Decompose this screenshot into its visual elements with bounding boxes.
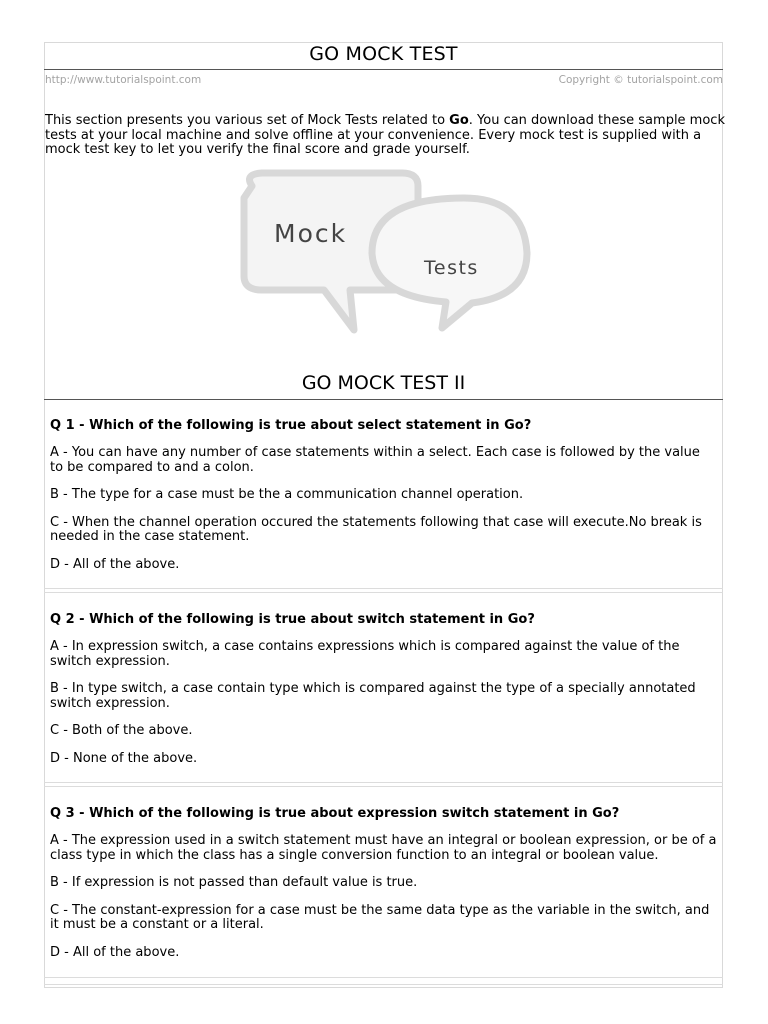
option-c: C - Both of the above.	[50, 723, 193, 738]
copyright-notice: Copyright © tutorialspoint.com	[558, 74, 723, 86]
question-divider	[44, 782, 723, 787]
intro-paragraph	[45, 114, 725, 158]
option-b: B - The type for a case must be the a communication channel operation.	[50, 487, 524, 502]
site-url[interactable]: http://www.tutorialspoint.com	[45, 74, 202, 86]
mock-tests-logo	[232, 168, 532, 338]
question-text: Q 2 - Which of the following is true about switch statement in Go?	[50, 612, 535, 627]
question-divider	[44, 977, 723, 985]
section-title: GO MOCK TEST II	[301, 372, 466, 394]
question-block-3	[44, 806, 723, 973]
option-a: A - In expression switch, a case contains expressions which is compared against the value of the switch expression.	[50, 639, 680, 669]
option-d: D - None of the above.	[50, 750, 198, 766]
option-a: A - The expression used in a switch statement must have an integral or boolean expression, or be of a class type in which the class has a single conversion function to an integral or boolean value.	[50, 833, 717, 863]
option-a: A - You can have any number of case statements within a select. Each case is followed by the value to be compared to and a colon.	[50, 445, 700, 475]
page-title: GO MOCK TEST	[309, 43, 458, 65]
logo-word-tests: Tests	[424, 257, 479, 279]
logo-word-mock: Mock	[274, 219, 348, 248]
question-divider	[44, 588, 723, 593]
question-block-1	[44, 418, 723, 585]
option-d: D - All of the above.	[50, 556, 180, 572]
question-text: Q 3 - Which of the following is true about expression switch statement in Go?	[50, 806, 620, 821]
question-text: Q 1 - Which of the following is true about select statement in Go?	[50, 418, 532, 433]
title-divider	[44, 69, 723, 70]
option-b: B - If expression is not passed than default value is true.	[50, 875, 418, 890]
option-d: D - All of the above.	[50, 944, 180, 960]
section-divider	[44, 399, 723, 400]
intro-bold-go: Go	[449, 113, 469, 128]
option-c: C - When the channel operation occured the statements following that case will execute.No break is needed in the case statement.	[50, 514, 702, 544]
intro-text-before: This section presents you various set of Mock Tests related to	[45, 113, 450, 128]
option-c: C - The constant-expression for a case must be the same data type as the variable in the switch, and it must be a constant or a literal.	[50, 902, 710, 932]
intro-text-after: . You can download these sample mock tests at your local machine and solve offline at your convenience. Every mock test is supplied with a mock test key to let you verify the final score and grade yourself.	[45, 113, 725, 157]
option-b: B - In type switch, a case contain type which is compared against the type of a specially annotated switch expression.	[50, 681, 696, 711]
question-block-2	[44, 612, 723, 779]
